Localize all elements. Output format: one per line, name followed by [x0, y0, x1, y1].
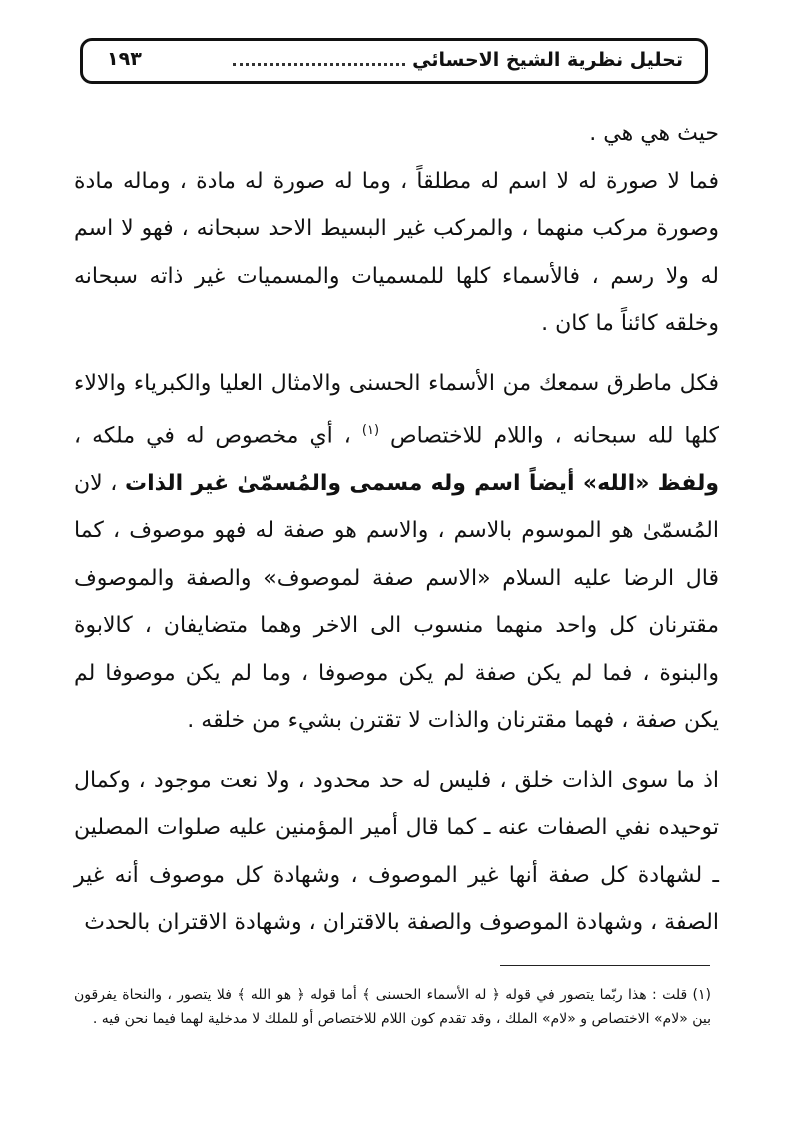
footnote: [74, 983, 711, 1031]
paragraph-2-part-b: ، أي مخصوص له في ملكه ،: [74, 423, 351, 449]
running-header: [80, 38, 708, 84]
paragraph-2-part-c: ، لان المُسمّىٰ هو الموسوم بالاسم ، والاسم هو صفة له فهو موصوف ، كما قال الرضا عليه السلام «الاسم صفة لموصوف» والصفة والموصوف مقترنان كل واحد منهما منسوب الى الاخر وهما متضايفان ، كالابوة والبنوة ، فما لم يكن صفة لم يكن موصوفا ، وما لم يكن موصوفا لم يكن صفة ، فهما مقترنان والذات لا تقترن بشيء من خلقه .: [74, 470, 719, 734]
paragraph-2: [74, 360, 719, 745]
paragraph-1: فما لا صورة له لا اسم له مطلقاً ، وما له صورة له مادة ، وماله مادة وصورة مركب منهما ، والمركب غير البسيط الاحد سبحانه ، فهو لا اسم له ولا رسم ، فالأسماء كلها للمسميات والمسميات غير ذاته سبحانه وخلقه كائناً ما كان .: [74, 168, 719, 336]
paragraph-2-part-a: فكل ماطرق سمعك من الأسماء الحسنى والامثال العليا والكبرياء والالاء كلها لله سبحانه ، واللام للاختصاص: [74, 370, 719, 449]
body-text: [74, 110, 719, 947]
paragraph-2-bold-phrase: ولفظ «الله» أيضاً اسم وله مسمى والمُسمّىٰ غير الذات: [125, 470, 719, 496]
header-title: تحليل نظرية الشيخ الاحسائي: [412, 49, 683, 71]
paragraph-3: اذ ما سوى الذات خلق ، فليس له حد محدود ، ولا نعت موجود ، وكمال توحيده نفي الصفات عنه ـ كما قال أمير المؤمنين عليه صلوات المصلين ـ لشهادة كل صفة أنها غير الموصوف ، وشهادة كل موصوف أنه غير الصفة ، وشهادة الموصوف والصفة بالاقتران ، وشهادة الاقتران بالحدث: [74, 767, 719, 936]
page-number: ١٩٣: [107, 48, 142, 70]
footnote-separator: [500, 965, 710, 966]
footnote-marker: (١): [361, 423, 380, 438]
header-dotted-leader: [233, 63, 405, 66]
footnote-text: (١) قلت : هذا ربّما يتصور في قوله ﴿ له الأسماء الحسنى ﴾ أما قوله ﴿ هو الله ﴾ فلا يتصور ، والنحاة يفرقون بين «لام» الاختصاص و «لام» الملك ، وقد تقدم كون اللام للاختصاص أو للملك لا مدخلية لهما فيما نحن فيه .: [74, 987, 711, 1027]
body-line-1: حيث هي هي .: [589, 121, 719, 146]
